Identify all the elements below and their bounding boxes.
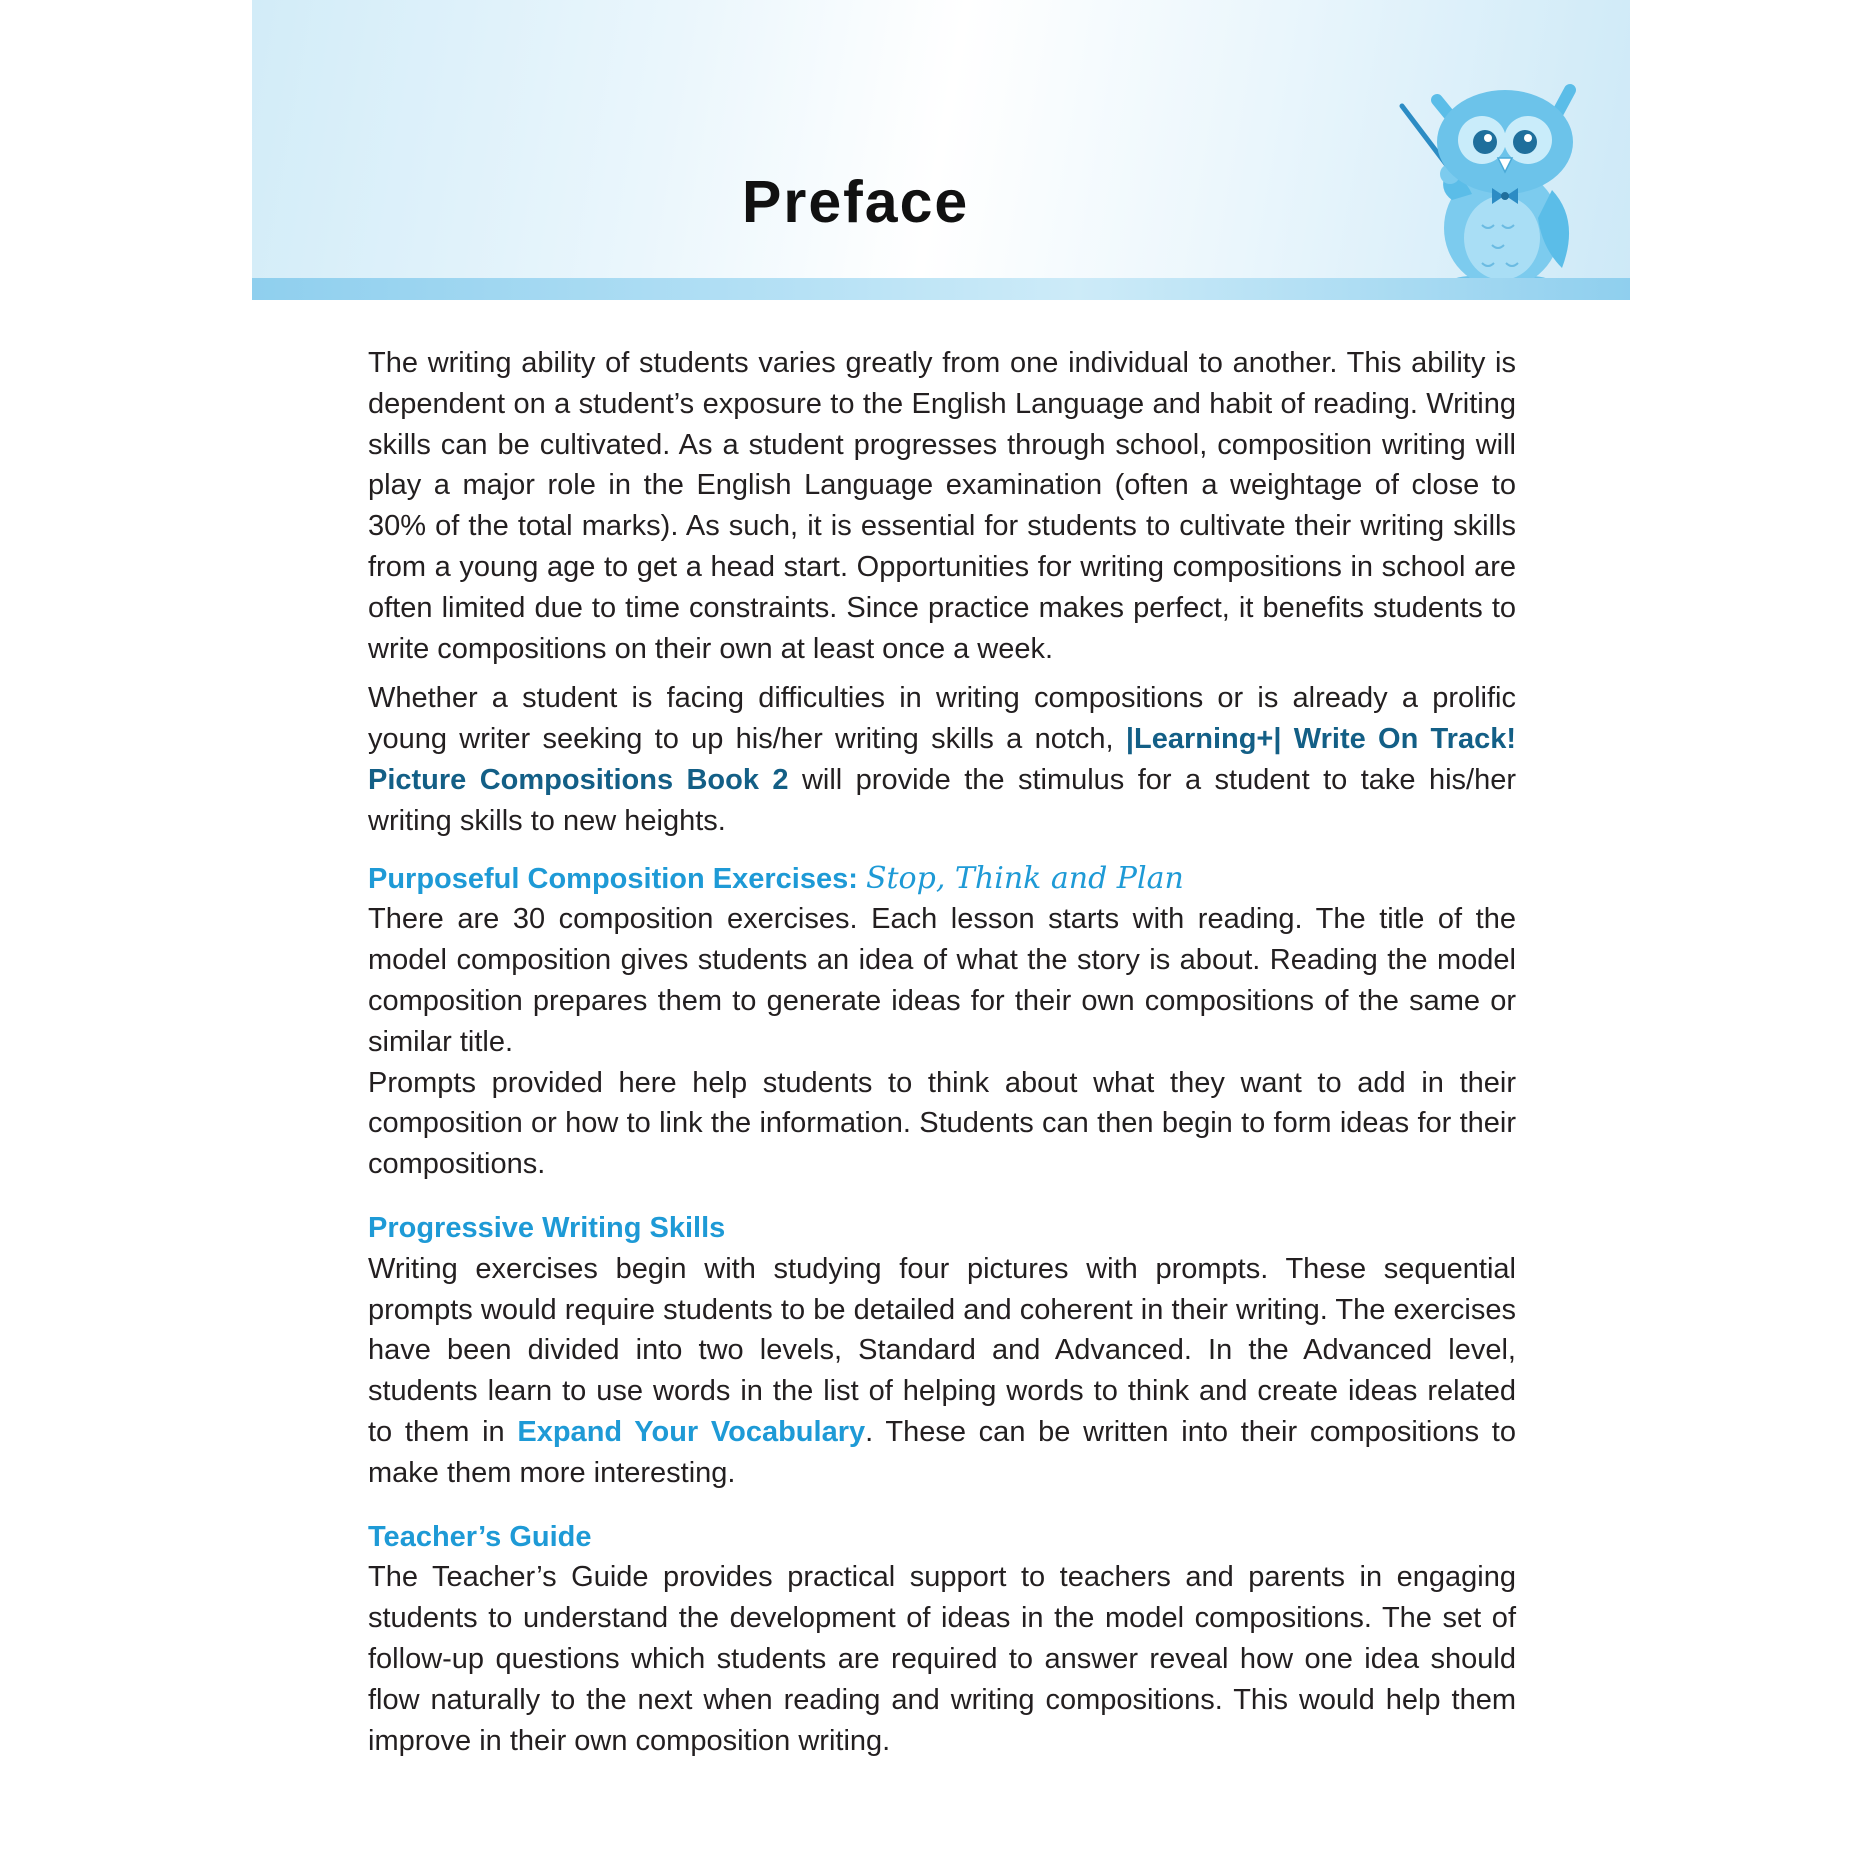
section-heading-progressive-writing: Progressive Writing Skills: [368, 1211, 726, 1244]
expand-vocabulary-highlight: Expand Your Vocabulary: [517, 1415, 866, 1448]
intro-paragraph-2-text-b: will provide the stimulus for a student to take his/her writing skills to new heights.: [368, 763, 1516, 837]
section2-paragraph-1: [368, 1249, 1516, 1494]
section2-text-a: Writing exercises begin with studying four pictures with prompts. These sequential prompts would require students to be detailed and coherent in their writing. The exercises have been divided into two levels, Standard and Advanced. In the Advanced level, students learn to use words in the list of helping words to think and create ideas related to them in: [368, 1252, 1516, 1448]
section-heading-composition-exercises: [368, 859, 1516, 900]
intro-paragraph-2: [368, 678, 1516, 841]
header-underline-bar: [252, 278, 1630, 300]
section-heading-text: Purposeful Composition Exercises:: [368, 862, 866, 895]
intro-paragraph-2-text-a: Whether a student is facing difficulties in writing compositions or is already a prolific young writer seeking to up his/her writing skills a notch,: [368, 682, 1516, 756]
page-title: Preface: [742, 169, 970, 235]
owl-mascot-icon: [1342, 60, 1602, 295]
preface-content: [368, 343, 1516, 1761]
book-title: |Learning+| Write On Track! Picture Compositions Book 2: [368, 723, 1516, 796]
section1-paragraph-1: There are 30 composition exercises. Each lesson starts with reading. The title of the model composition gives students an idea of what the story is about. Reading the model composition prepares them to generate ideas for their own compositions of the same or similar title.: [368, 903, 1516, 1058]
section-heading-teachers-guide: Teacher’s Guide: [368, 1520, 592, 1553]
section1-paragraph-2: Prompts provided here help students to think about what they want to add in their composition or how to link the information. Students can then begin to form ideas for their compositions.: [368, 1066, 1516, 1181]
section2-text-b: . These can be written into their compositions to make them more interesting.: [368, 1415, 1516, 1489]
header-band: [252, 0, 1630, 300]
intro-paragraph-1: The writing ability of students varies greatly from one individual to another. This ability is dependent on a student’s exposure to the English Language and habit of reading. Writing skills can be cultivated. As a student progresses through school, composition writing will play a major role in the English Language examination (often a weightage of close to 30% of the total marks). As such, it is essential for students to cultivate their writing skills from a young age to get a head start. Opportunities for writing compositions in school are often limited due to time constraints. Since practice makes perfect, it benefits students to write compositions on their own at least once a week.: [368, 347, 1516, 665]
section3-paragraph-1: The Teacher’s Guide provides practical support to teachers and parents in engaging students to understand the development of ideas in the model compositions. The set of follow-up questions which students are required to answer reveal how one idea should flow naturally to the next when reading and writing compositions. This would help them improve in their own composition writing.: [368, 1561, 1516, 1757]
section-heading-script: Stop, Think and Plan: [865, 860, 1184, 896]
